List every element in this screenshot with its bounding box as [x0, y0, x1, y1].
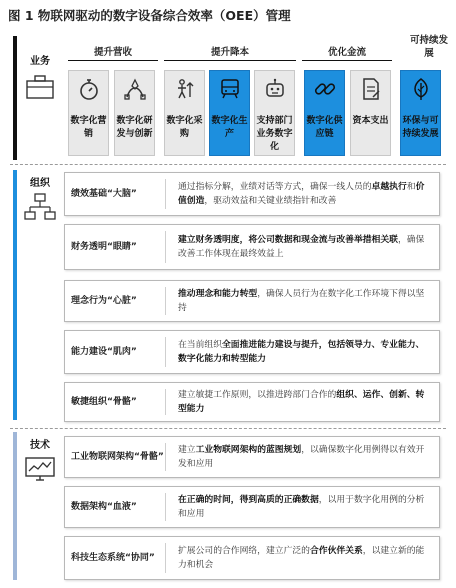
tile-label: 环保与可持续发展	[402, 116, 439, 139]
tech-row-iiot	[64, 436, 440, 478]
tile-label: 数字化研发与创新	[116, 116, 153, 139]
robot-icon	[263, 77, 287, 101]
tech-row-data	[64, 486, 440, 528]
row-text: 扩展公司的合作网络，建立广泛的合作伙伴关系，以建立新的能力和机会	[178, 546, 425, 570]
sustainability-title: 可持续发展	[409, 35, 448, 59]
train-icon	[218, 77, 242, 101]
divider	[10, 428, 446, 429]
tile-digital-production	[209, 70, 250, 156]
organization-bar	[13, 170, 17, 420]
business-bar	[13, 36, 17, 160]
row-key: 工业物联网架构“骨骼”	[71, 451, 164, 462]
row-text: 通过指标分解，业绩对话等方式，确保一线人员的卓越执行和价值创造，驱动效益和关键业绩指针和改善	[178, 182, 425, 206]
business-label: 业务	[30, 56, 50, 67]
row-text: 在当前组织全面推进能力建设与提升，包括领导力、专业能力、数字化能力和转型能力	[178, 340, 425, 364]
row-text: 建立敏捷工作原则，以推进跨部门合作的组织、运作、创新、转型能力	[178, 390, 425, 414]
org-chart-icon	[24, 192, 56, 222]
tile-digital-marketing	[68, 70, 109, 156]
org-row-finance	[64, 224, 440, 270]
tile-label: 数字化生产	[211, 116, 248, 139]
row-text: 建立财务透明度，将公司数据和现金流与改善举措相关联，确保改善工作体现在最终效益上	[178, 235, 425, 259]
tile-label: 数字化营销	[70, 116, 107, 139]
org-row-mindset	[64, 280, 440, 322]
tile-sustainability	[400, 70, 441, 156]
monitor-chart-icon	[24, 456, 56, 482]
row-key: 理念行为“心脏”	[71, 295, 137, 306]
org-row-agile	[64, 382, 440, 422]
organization-label: 组织	[30, 178, 50, 189]
group-head-cost: 提升降本	[164, 44, 296, 61]
stopwatch-icon	[77, 77, 101, 101]
org-row-capability	[64, 330, 440, 374]
row-key: 绩效基础“大脑”	[71, 188, 137, 199]
row-key: 财务透明“眼睛”	[71, 241, 137, 252]
pen-tool-icon	[123, 77, 147, 101]
divider	[10, 164, 446, 165]
tile-label: 资本支出	[352, 116, 389, 126]
row-text: 推动理念和能力转型，确保人员行为在数字化工作环境下得以坚持	[178, 289, 425, 313]
group-head-revenue: 提升营收	[68, 44, 158, 61]
person-arrow-icon	[173, 77, 197, 101]
tile-support-digital	[254, 70, 295, 156]
tile-digital-rnd	[114, 70, 155, 156]
tech-row-ecosystem	[64, 536, 440, 580]
tile-capex	[350, 70, 391, 156]
tile-digital-supply-chain	[304, 70, 345, 156]
technology-bar	[13, 432, 17, 580]
row-text: 在正确的时间，得到高质的正确数据，以用于数字化用例的分析和应用	[178, 495, 425, 519]
leaf-icon	[409, 77, 433, 101]
row-text: 建立工业物联网架构的蓝图规划，以确保数字化用例得以有效开发和应用	[178, 445, 425, 469]
document-icon	[359, 77, 383, 101]
org-row-performance	[64, 172, 440, 216]
tile-label: 数字化供应链	[306, 116, 343, 139]
row-key: 能力建设“肌肉”	[71, 346, 137, 357]
row-key: 敏捷组织“骨骼”	[71, 396, 137, 407]
technology-label: 技术	[30, 440, 50, 451]
tile-label: 数字化采购	[166, 116, 203, 139]
row-key: 数据架构“血液”	[71, 501, 137, 512]
briefcase-icon	[25, 74, 55, 100]
page-title: 图 1 物联网驱动的数字设备综合效率（OEE）管理	[8, 8, 291, 23]
tile-digital-procurement	[164, 70, 205, 156]
chain-link-icon	[313, 77, 337, 101]
tile-label: 支持部门业务数字化	[256, 116, 293, 152]
group-head-cashflow: 优化金流	[302, 44, 392, 61]
row-key: 科技生态系统“协同”	[71, 552, 155, 563]
